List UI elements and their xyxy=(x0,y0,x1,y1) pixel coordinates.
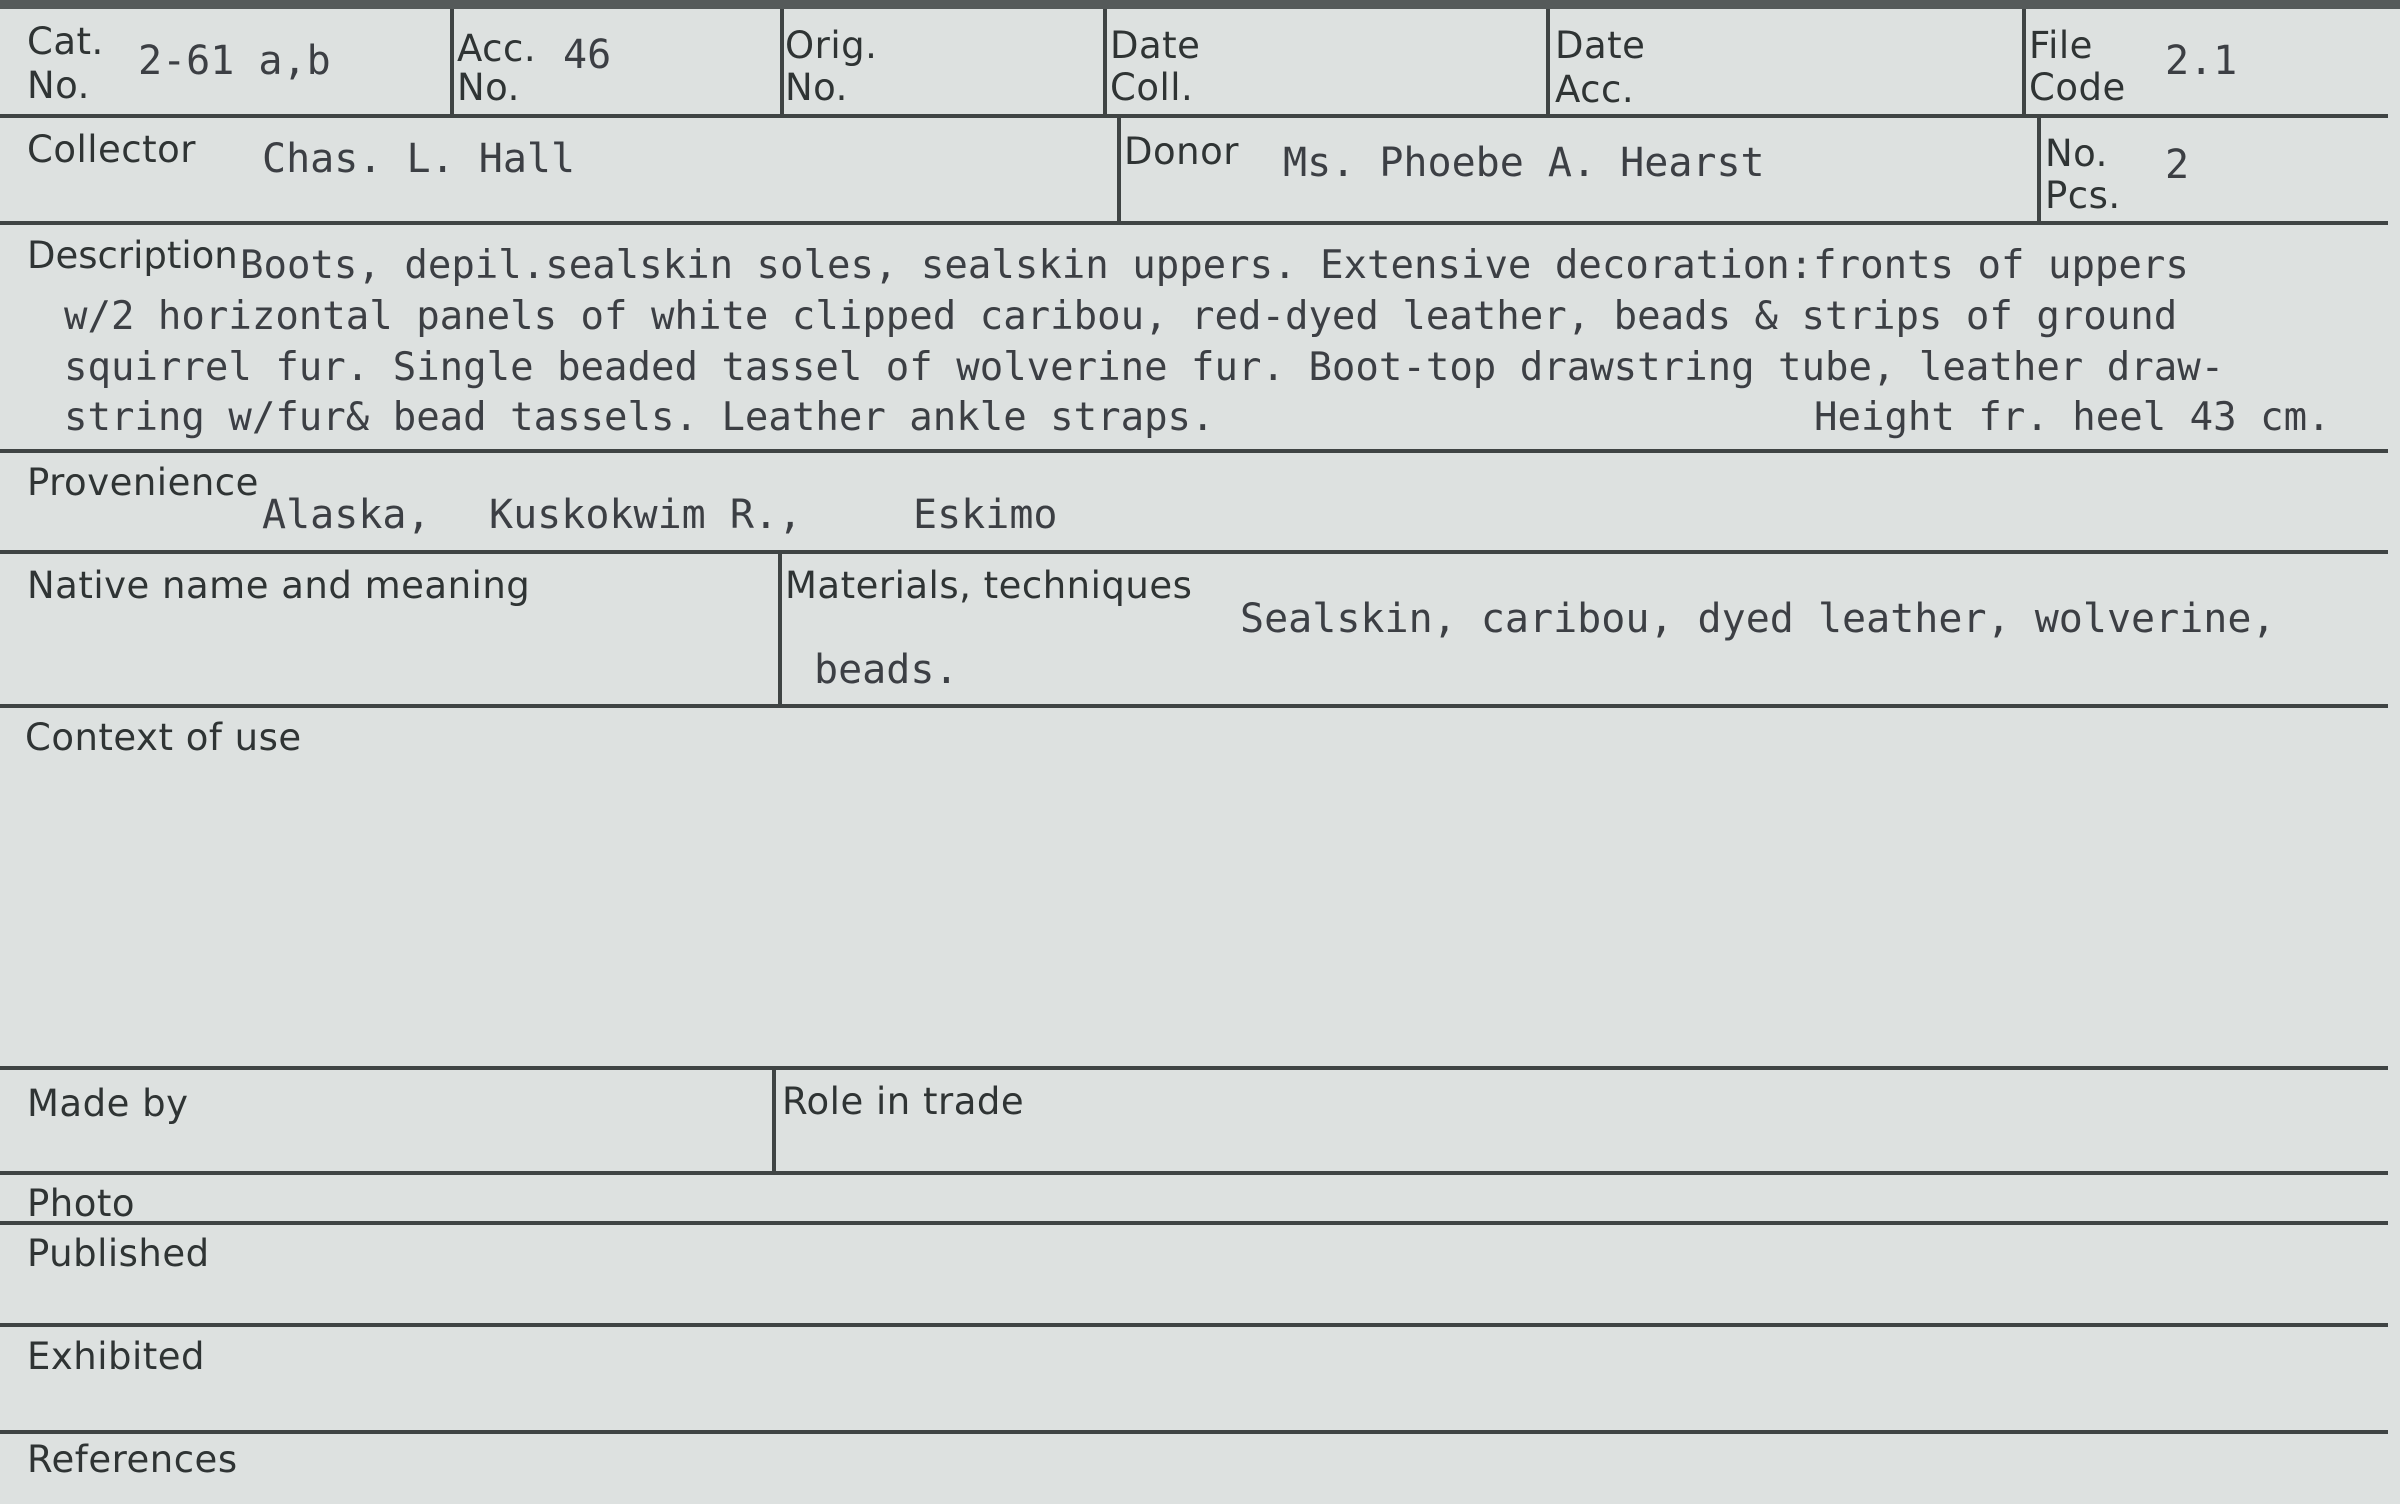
rule-header-bottom xyxy=(0,114,2388,118)
pieces-label-bottom: Pcs. xyxy=(2045,174,2121,217)
acc-no-label-bottom: No. xyxy=(457,66,520,109)
context-label: Context of use xyxy=(25,716,302,759)
pieces-label-top: No. xyxy=(2045,132,2108,175)
rule-context-bottom xyxy=(0,1066,2388,1070)
cat-no-label-bottom: No. xyxy=(27,64,90,107)
date-acc-label-top: Date xyxy=(1555,24,1646,67)
provenience-culture: Eskimo xyxy=(913,492,1058,538)
date-coll-label-top: Date xyxy=(1110,24,1201,67)
description-label: Description xyxy=(27,234,238,277)
references-label: References xyxy=(27,1438,238,1481)
height-note: Height fr. heel 43 cm. xyxy=(1814,395,2331,440)
rule-v-madeby-role xyxy=(772,1066,776,1173)
cat-no-label-top: Cat. xyxy=(27,20,104,63)
orig-no-label-bottom: No. xyxy=(785,66,848,109)
native-name-label: Native name and meaning xyxy=(27,564,531,607)
rule-published-bottom xyxy=(0,1323,2388,1327)
pieces-value: 2 xyxy=(2165,142,2190,188)
acc-no-value: 46 xyxy=(563,32,612,78)
file-code-label-bottom: Code xyxy=(2029,66,2126,109)
provenience-place: Alaska, xyxy=(262,492,431,538)
rule-v-cat-acc xyxy=(450,9,454,116)
made-by-label: Made by xyxy=(27,1082,189,1125)
description-line-3: squirrel fur. Single beaded tassel of wolverine fur. Boot-top drawstring tube, leather draw- xyxy=(64,345,2225,390)
rule-photo-bottom xyxy=(0,1221,2388,1225)
provenience-river: Kuskokwim R., xyxy=(489,492,803,538)
materials-line-1: Sealskin, caribou, dyed leather, wolverine, xyxy=(1240,596,2276,642)
donor-label: Donor xyxy=(1124,130,1239,173)
published-label: Published xyxy=(27,1232,210,1275)
orig-no-label-top: Orig. xyxy=(785,24,878,67)
file-code-label-top: File xyxy=(2029,24,2093,67)
rule-madeby-bottom xyxy=(0,1171,2388,1175)
provenience-label: Provenience xyxy=(27,461,259,504)
file-code-value: 2.1 xyxy=(2165,38,2238,84)
cat-no-value: 2-61 a,b xyxy=(138,38,331,84)
role-in-trade-label: Role in trade xyxy=(782,1080,1025,1123)
description-line-4: string w/fur& bead tassels. Leather ankle straps. xyxy=(64,395,1215,440)
rule-v-dateacc-filecode xyxy=(2022,9,2026,116)
rule-exhibited-bottom xyxy=(0,1430,2388,1434)
date-coll-label-bottom: Coll. xyxy=(1110,66,1194,109)
materials-label: Materials, techniques xyxy=(785,564,1193,607)
rule-v-native-materials xyxy=(778,550,782,706)
collector-label: Collector xyxy=(27,128,196,171)
card-top-edge xyxy=(0,0,2400,9)
photo-label: Photo xyxy=(27,1182,136,1225)
rule-v-donor-pieces xyxy=(2037,114,2041,223)
acc-no-label-top: Acc. xyxy=(457,27,537,70)
materials-line-2: beads. xyxy=(814,647,959,693)
description-line-1: Boots, depil.sealskin soles, sealskin uppers. Extensive decoration:fronts of uppers xyxy=(240,243,2189,288)
exhibited-label: Exhibited xyxy=(27,1335,206,1378)
rule-v-collector-donor xyxy=(1117,114,1121,223)
collector-value: Chas. L. Hall xyxy=(262,136,576,182)
rule-materials-bottom xyxy=(0,704,2388,708)
description-line-2: w/2 horizontal panels of white clipped caribou, red-dyed leather, beads & strips of ground xyxy=(64,294,2178,339)
rule-collector-bottom xyxy=(0,221,2388,225)
date-acc-label-bottom: Acc. xyxy=(1555,68,1635,111)
rule-v-orig-datecoll xyxy=(1103,9,1107,116)
rule-v-acc-orig xyxy=(780,9,784,116)
rule-v-datecoll-dateacc xyxy=(1546,9,1550,116)
rule-description-bottom xyxy=(0,449,2388,453)
rule-provenience-bottom xyxy=(0,550,2388,554)
donor-value: Ms. Phoebe A. Hearst xyxy=(1283,140,1765,186)
